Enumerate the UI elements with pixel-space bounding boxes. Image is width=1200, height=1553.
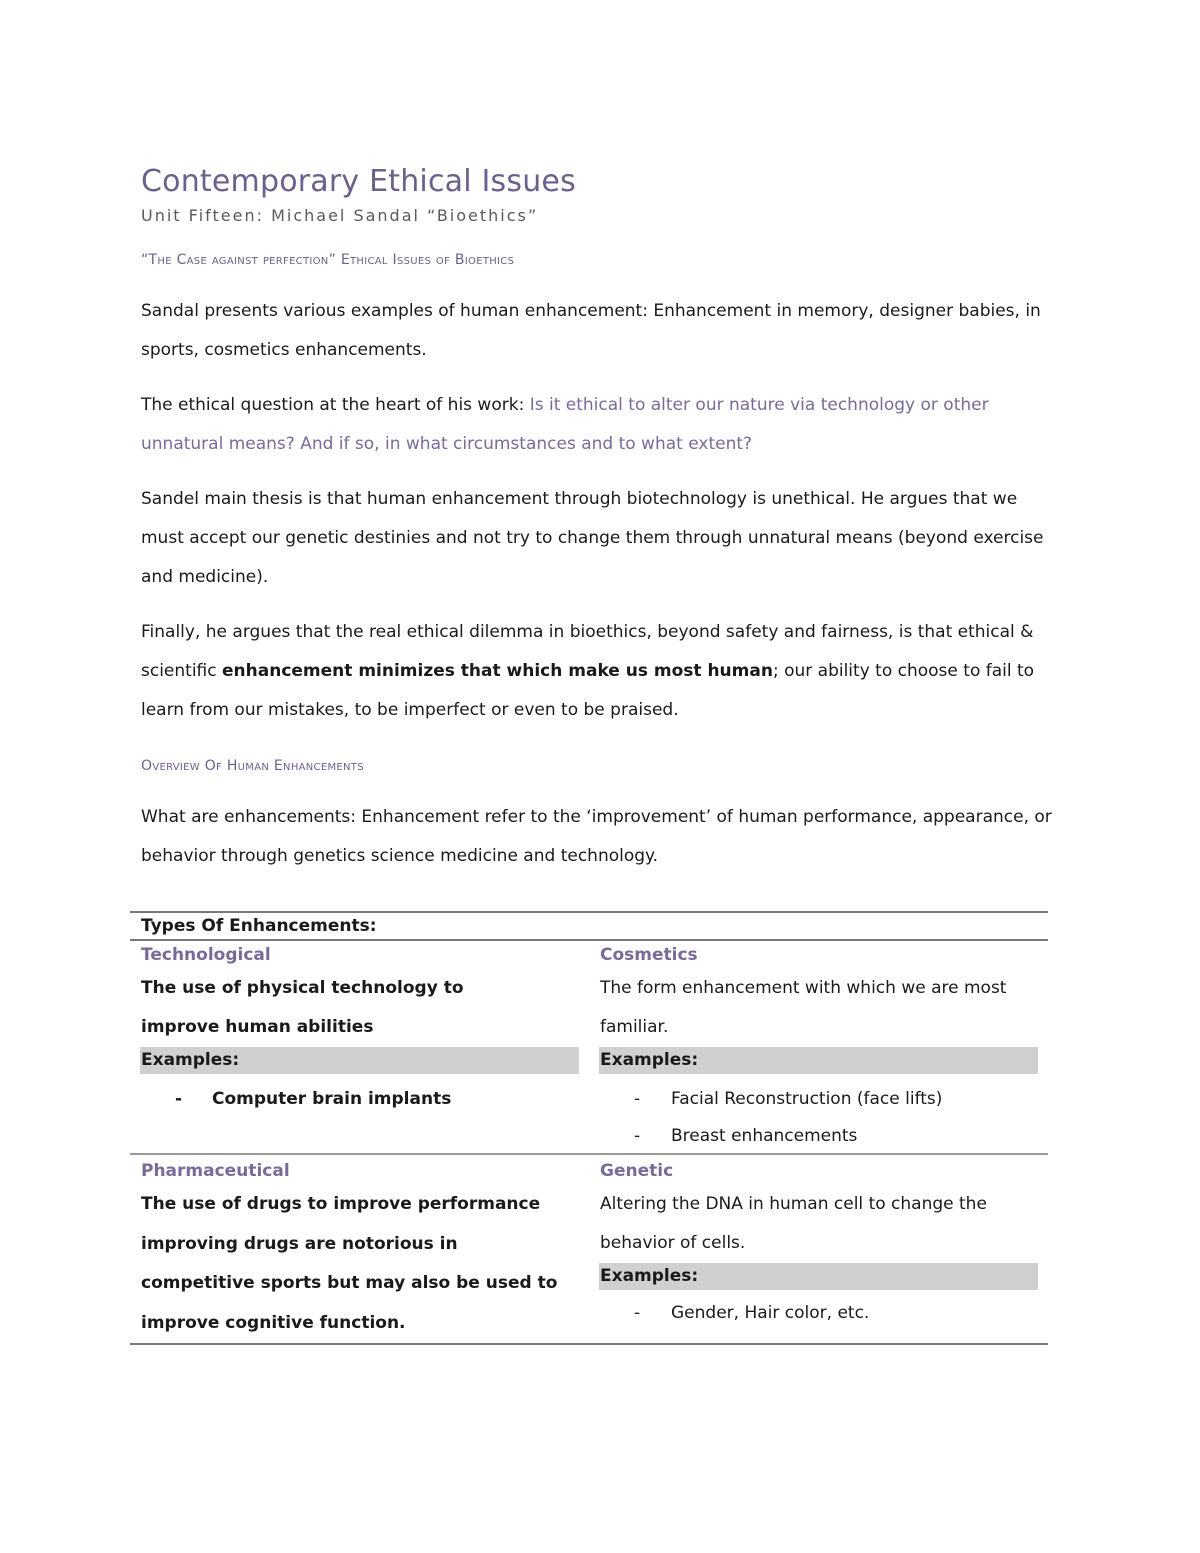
examples-label-technological: Examples: xyxy=(140,1047,579,1074)
real-dilemma-part-a: Finally, he argues that the real ethical dilemma in bioethics, beyond safety and fairness, is that ethical & scientific xyxy=(141,622,1034,681)
cell-desc-cosmetics: The form enhancement with which we are most familiar. xyxy=(600,978,1007,1037)
document-title: Contemporary Ethical Issues xyxy=(141,164,576,199)
document-body xyxy=(141,160,1061,876)
dash-bullet: - xyxy=(634,1089,641,1109)
section-heading-case-against-perfection: “The Case against perfection” Ethical Issues of Bioethics xyxy=(141,252,515,268)
table-header: Types Of Enhancements: xyxy=(130,911,1048,941)
dash-bullet: - xyxy=(175,1089,183,1109)
example-text: Gender, Hair color, etc. xyxy=(671,1303,870,1323)
ethical-question-text: Is it ethical to alter our nature via technology or other unnatural means? And if so, in what circumstances and to what extent? xyxy=(141,395,989,454)
example-text: Computer brain implants xyxy=(212,1089,452,1109)
real-dilemma-part-b: ; our ability to choose to fail to learn from our mistakes, to be imperfect or even to be praised. xyxy=(141,661,1035,720)
cell-desc-genetic: Altering the DNA in human cell to change the behavior of cells. xyxy=(600,1194,987,1253)
examples-label-genetic: Examples: xyxy=(599,1263,1038,1290)
cell-title-genetic: Genetic xyxy=(600,1161,674,1181)
paragraph-real-dilemma xyxy=(141,613,1059,730)
enhancements-table xyxy=(130,911,1048,1345)
list-item xyxy=(600,1080,1048,1119)
table-row-1 xyxy=(130,941,1048,1155)
real-dilemma-bold: enhancement minimizes that which make us most human xyxy=(222,661,773,681)
paragraph-ethical-question xyxy=(141,386,1059,464)
ethical-question-lead: The ethical question at the heart of his work: xyxy=(141,395,530,415)
list-item xyxy=(600,1296,1048,1330)
section-heading-overview: Overview Of Human Enhancements xyxy=(141,758,364,774)
paragraph-what-are-enhancements: What are enhancements: Enhancement refer to the ‘improvement’ of human performance, appearance, or behavior through genetics science medicine and technology. xyxy=(141,807,1052,866)
paragraph-examples: Sandal presents various examples of human enhancement: Enhancement in memory, designer babies, in sports, cosmetics enhancements. xyxy=(141,301,1041,360)
cell-desc-pharmaceutical: The use of drugs to improve performance improving drugs are notorious in competitive sports but may also be used to improve cognitive function. xyxy=(141,1194,558,1333)
cell-title-technological: Technological xyxy=(141,945,271,965)
cell-title-pharmaceutical: Pharmaceutical xyxy=(141,1161,290,1181)
cell-desc-technological: The use of physical technology to improve human abilities xyxy=(141,978,464,1037)
examples-label-cosmetics: Examples: xyxy=(599,1047,1038,1074)
example-text: Facial Reconstruction (face lifts) xyxy=(671,1089,943,1109)
cell-technological xyxy=(130,941,589,1153)
cell-genetic xyxy=(589,1155,1048,1343)
document-subtitle: Unit Fifteen: Michael Sandal “Bioethics” xyxy=(141,206,539,225)
list-item xyxy=(600,1119,1048,1153)
paragraph-main-thesis: Sandel main thesis is that human enhancement through biotechnology is unethical. He argues that we must accept our genetic destinies and not try to change them through unnatural means (beyond exercise and medicine). xyxy=(141,489,1044,587)
table-row-2 xyxy=(130,1155,1048,1345)
dash-bullet: - xyxy=(634,1303,641,1323)
dash-bullet: - xyxy=(634,1126,641,1146)
list-item xyxy=(141,1080,589,1119)
cell-title-cosmetics: Cosmetics xyxy=(600,945,698,965)
cell-pharmaceutical xyxy=(130,1155,589,1343)
cell-cosmetics xyxy=(589,941,1048,1153)
example-text: Breast enhancements xyxy=(671,1126,858,1146)
